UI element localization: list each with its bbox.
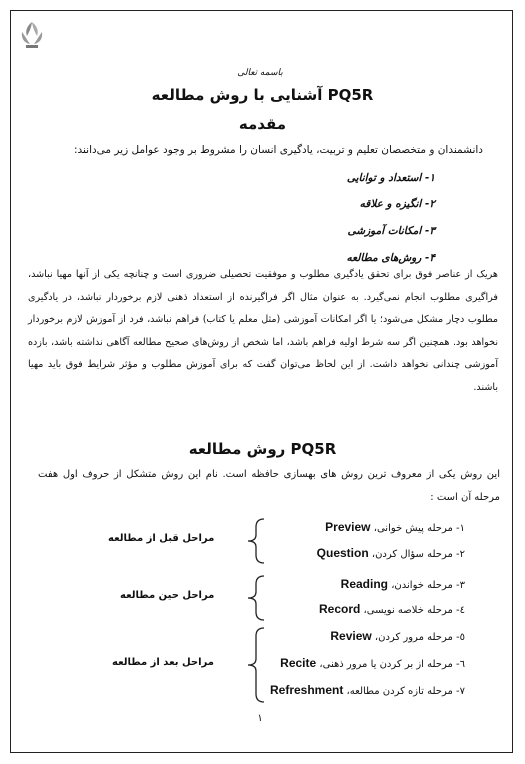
group-before-study: مراحل قبل از مطالعه <box>108 533 215 544</box>
step-reading <box>341 577 465 591</box>
step-english: Recite <box>280 656 317 670</box>
paragraph-method: این روش یکی از معروف ترین روش های بهسازی حافظه است. نام این روش متشکل از حروف اول هفت مرحله آن است : <box>38 469 500 503</box>
step-english: Preview <box>325 520 371 534</box>
method-heading: روش مطالعه PQ5R <box>188 440 337 458</box>
step-text: ۲- مرحله سؤال کردن، <box>371 549 465 560</box>
step-english: Refreshment <box>269 683 344 697</box>
step-english: Record <box>319 602 361 616</box>
factor-item: ۳- امکانات آموزشی <box>347 225 435 237</box>
factor-item: ۴- روش‌های مطالعه <box>346 252 435 264</box>
step-refreshment <box>270 683 465 697</box>
step-text: ٥- مرحله مرور کردن، <box>374 632 465 643</box>
university-logo-icon <box>17 18 47 52</box>
brace-after <box>244 626 268 704</box>
intro-text: دانشمندان و متخصصان تعلیم و تربیت، یادگیری انسان را مشروط بر وجود عوامل زیر می‌دانند: <box>73 144 483 156</box>
step-text: ۳- مرحله خواندن، <box>391 580 465 591</box>
step-text: ٦- مرحله از بر کردن یا مرور ذهنی، <box>319 659 465 670</box>
group-after-study: مراحل بعد از مطالعه <box>112 657 214 668</box>
factor-item: ۲- انگیزه و علاقه <box>359 198 435 210</box>
step-english: Review <box>330 629 372 643</box>
brace-during <box>244 574 268 622</box>
intro-heading: مقدمه <box>238 115 287 133</box>
step-english: Reading <box>340 577 388 591</box>
step-english: Question <box>316 546 369 560</box>
basmala-header: باسمه تعالی <box>237 68 283 78</box>
document-title: آشنایی با روش مطالعه PQ5R <box>151 86 374 104</box>
step-text: ٤- مرحله خلاصه نویسی، <box>363 605 465 616</box>
step-review <box>330 629 465 643</box>
step-text: ٧- مرحله تازه کردن مطالعه، <box>346 686 465 697</box>
page-number: ۱ <box>257 713 263 724</box>
factor-item: ۱- استعداد و توانایی <box>346 172 435 184</box>
step-record <box>319 602 465 616</box>
step-preview <box>325 520 465 534</box>
group-during-study: مراحل حین مطالعه <box>120 590 215 601</box>
step-question <box>317 546 465 560</box>
step-text: ۱- مرحله پیش خوانی، <box>373 523 465 534</box>
step-recite <box>280 656 465 670</box>
brace-before <box>244 517 268 565</box>
paragraph-factors: هریک از عناصر فوق برای تحقق یادگیری مطلوب و موفقیت تحصیلی ضروری است و چنانچه یکی از آنها مهیا نباشد، فراگیری مطلوب انجام نمی‌گیرد. به عنوان مثال اگر فراگیرنده از استعداد ذهنی لازم برخوردار نباشد، در یادگیری مطلوب دچار مشکل می‌شود؛ یا اگر امکانات آموزشی (مثل معلم یا کتاب) فراهم نباشد، فرد از آموزش لازم برخوردار نخواهد بود. همچنین اگر سه شرط اولیه فراهم باشد، اما شخص از روش‌های صحیح مطالعه آگاهی نداشته باشد، بازده آموزشی چندانی نخواهد داشت. از این لحاظ می‌توان گفت که برای آموزش مطلوب و مؤثر شرایط فوق باید مهیا باشند. <box>28 269 498 393</box>
